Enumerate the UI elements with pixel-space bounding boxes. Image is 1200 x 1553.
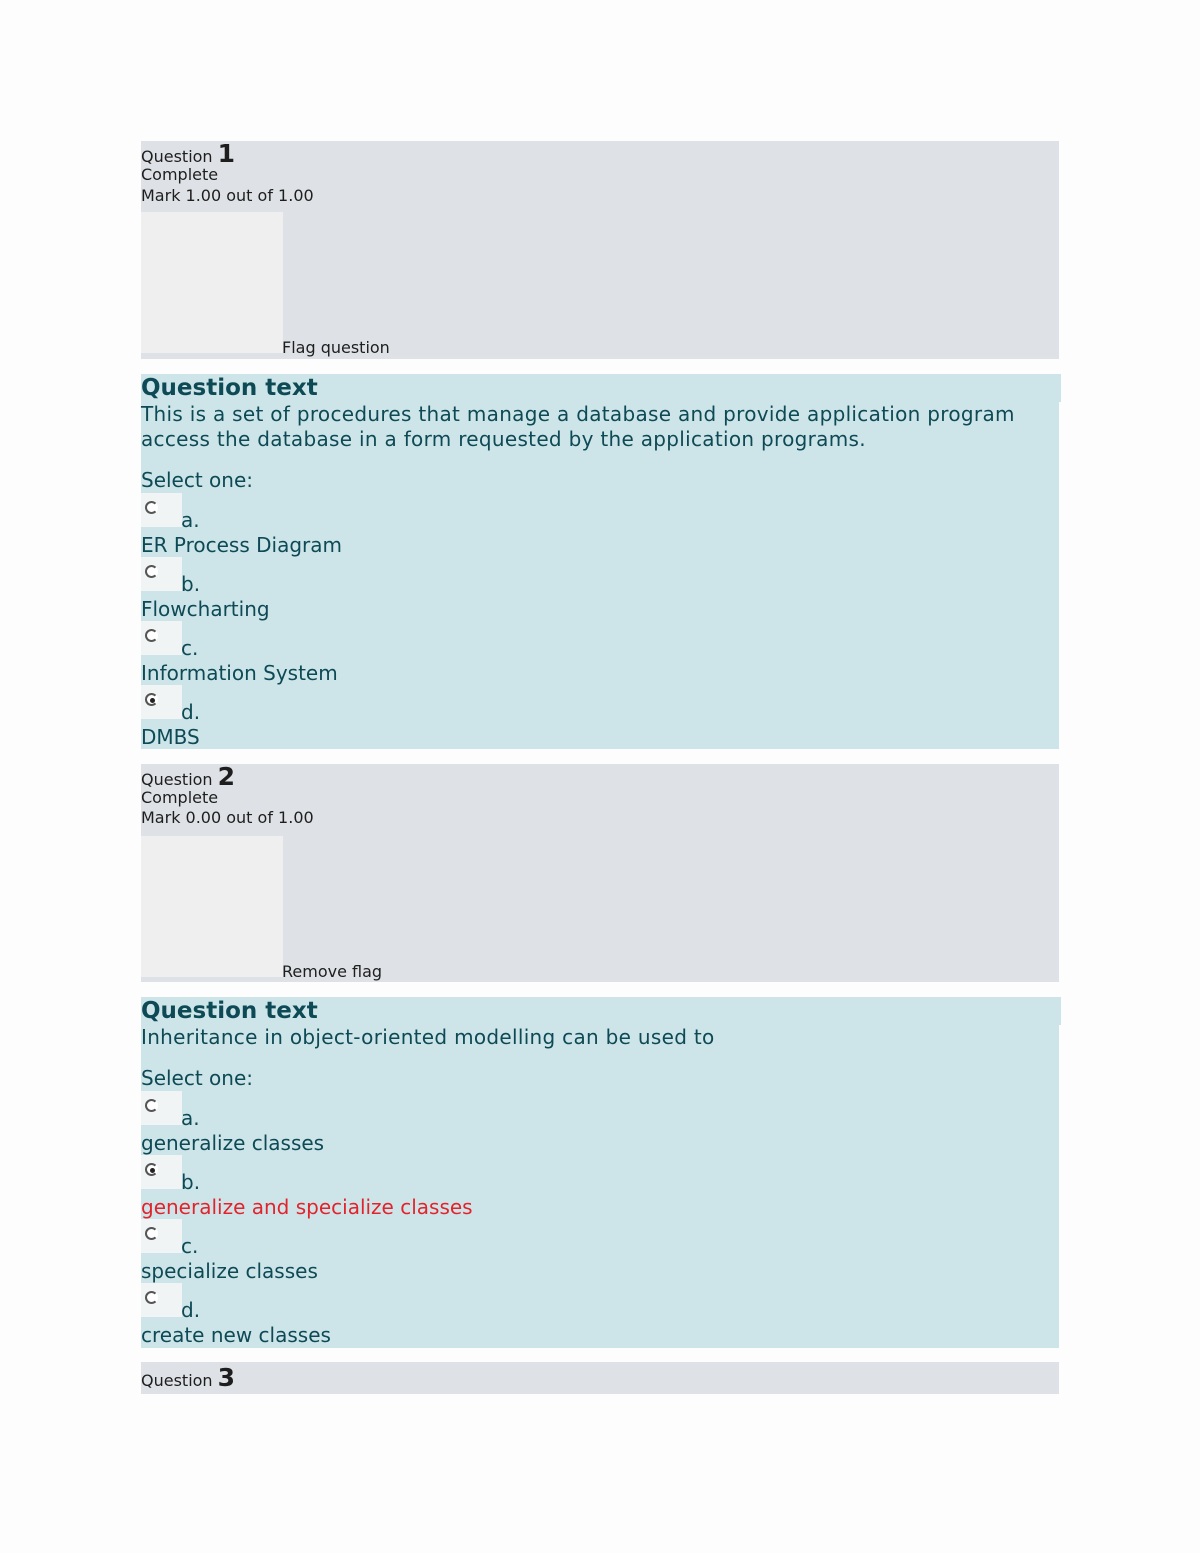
answer-letter: c.	[181, 1234, 199, 1258]
radio-unchecked-icon[interactable]	[145, 629, 158, 642]
radio-unchecked-icon[interactable]	[145, 1291, 158, 1304]
answer-letter: d.	[181, 700, 201, 724]
answer-text[interactable]: specialize classes	[141, 1259, 318, 1283]
answer-option[interactable]	[141, 557, 1059, 621]
question-text-line: access the database in a form requested by the application programs.	[141, 427, 866, 451]
radio-unchecked-icon[interactable]	[145, 501, 158, 514]
question-state: Complete	[141, 165, 219, 184]
answer-text[interactable]: generalize classes	[141, 1131, 325, 1155]
answer-text[interactable]: create new classes	[141, 1323, 331, 1347]
answer-letter: a.	[181, 508, 200, 532]
remove-flag-link[interactable]: Remove flag	[282, 962, 383, 981]
question-text-line: This is a set of procedures that manage a database and provide application program	[141, 402, 1015, 426]
answer-option[interactable]	[141, 1155, 1059, 1219]
question-text-line: Inheritance in object-oriented modelling can be used to	[141, 1025, 715, 1049]
question-state: Complete	[141, 788, 219, 807]
question-3-info	[141, 1362, 1059, 1394]
radio-checked-icon[interactable]	[145, 1163, 158, 1176]
radio-cell[interactable]	[141, 493, 182, 527]
question-1-info	[141, 141, 1059, 359]
select-one-prompt: Select one:	[141, 1066, 254, 1090]
radio-checked-icon[interactable]	[145, 693, 158, 706]
answer-option[interactable]	[141, 1283, 1059, 1347]
answer-option[interactable]	[141, 1091, 1059, 1155]
answer-option[interactable]	[141, 621, 1059, 685]
question-text-heading: Question text	[141, 374, 1061, 402]
answer-option[interactable]	[141, 493, 1059, 557]
question-2-info	[141, 764, 1059, 982]
question-number-value: 3	[217, 1363, 236, 1392]
radio-cell[interactable]	[141, 685, 182, 719]
radio-cell[interactable]	[141, 557, 182, 591]
flag-image-placeholder	[141, 836, 283, 977]
answer-letter: b.	[181, 572, 201, 596]
question-text-heading: Question text	[141, 997, 1061, 1025]
answer-text[interactable]: ER Process Diagram	[141, 533, 342, 557]
answer-text[interactable]: DMBS	[141, 725, 200, 749]
answer-letter: a.	[181, 1106, 200, 1130]
radio-cell[interactable]	[141, 621, 182, 655]
flag-question-link[interactable]: Flag question	[282, 338, 390, 357]
question-2-content	[141, 997, 1059, 1348]
answer-option[interactable]	[141, 685, 1059, 749]
answer-text[interactable]: Information System	[141, 661, 338, 685]
question-number: Question 3	[141, 1363, 236, 1392]
answer-letter: c.	[181, 636, 199, 660]
answer-letter: d.	[181, 1298, 201, 1322]
radio-cell[interactable]	[141, 1219, 182, 1253]
radio-cell[interactable]	[141, 1091, 182, 1125]
question-number-value: 1	[217, 139, 236, 168]
answer-letter: b.	[181, 1170, 201, 1194]
flag-image-placeholder	[141, 212, 283, 353]
answer-text-incorrect[interactable]: generalize and specialize classes	[141, 1195, 473, 1219]
radio-unchecked-icon[interactable]	[145, 1227, 158, 1240]
radio-cell[interactable]	[141, 1155, 182, 1189]
question-grade: Mark 1.00 out of 1.00	[141, 186, 314, 205]
answer-text[interactable]: Flowcharting	[141, 597, 270, 621]
answer-option[interactable]	[141, 1219, 1059, 1283]
question-1-content	[141, 374, 1059, 749]
select-one-prompt: Select one:	[141, 468, 254, 492]
radio-unchecked-icon[interactable]	[145, 1099, 158, 1112]
question-grade: Mark 0.00 out of 1.00	[141, 808, 314, 827]
radio-unchecked-icon[interactable]	[145, 565, 158, 578]
question-number: Question 1	[141, 139, 236, 168]
radio-cell[interactable]	[141, 1283, 182, 1317]
question-number-value: 2	[217, 762, 236, 791]
question-number: Question 2	[141, 762, 236, 791]
